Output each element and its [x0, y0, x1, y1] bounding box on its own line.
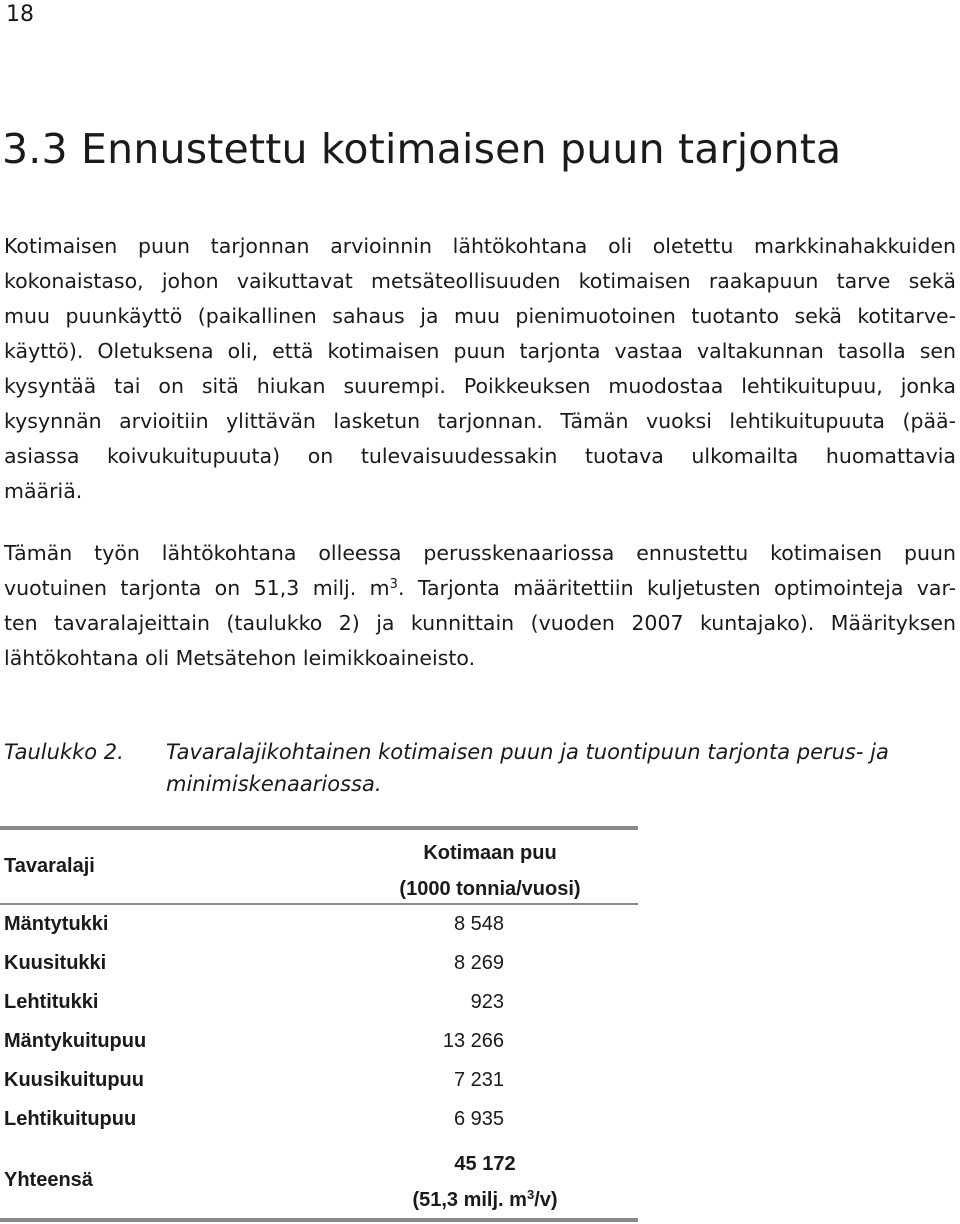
- paragraph-line: ten tavaralajeittain (taulukko 2) ja kunnittain (vuoden 2007 kuntajako). Määrityksen: [4, 611, 956, 635]
- table-total-label: Yhteensä: [4, 1169, 93, 1191]
- table-row: [0, 1061, 638, 1100]
- page-number: 18: [6, 2, 34, 27]
- total-note-text: /v): [534, 1189, 558, 1211]
- table-header-tavaralaji: Tavaralaji: [4, 855, 95, 877]
- superscript: 3: [389, 577, 398, 592]
- paragraph-line: kokonaistaso, johon vaikuttavat metsäteollisuuden kotimaisen raakapuun tarve sekä: [4, 269, 956, 293]
- row-value: 13 266: [442, 1030, 504, 1052]
- table-row: [0, 1100, 638, 1139]
- superscript: 3: [526, 1187, 535, 1202]
- table-header-kotimaan-puu: [350, 835, 630, 907]
- paragraph-line: Tämän työn lähtökohtana olleessa perusskenaariossa ennustettu kotimaisen puun: [4, 541, 956, 565]
- row-name: Lehtikuitupuu: [4, 1108, 137, 1130]
- paragraph-line: käyttö). Oletuksena oli, että kotimaisen puun tarjonta vastaa valtakunnan tasolla sen: [4, 339, 956, 363]
- paragraph-line: kysyntää tai on sitä hiukan suurempi. Poikkeuksen muodostaa lehtikuitupuu, jonka: [4, 374, 956, 398]
- row-name: Lehtitukki: [4, 991, 99, 1013]
- paragraph-line: Kotimaisen puun tarjonnan arvioinnin lähtökohtana oli oletettu markkinahakkuiden: [4, 234, 956, 258]
- table-total-value: [380, 1146, 590, 1218]
- paragraph-line: [4, 571, 956, 606]
- table-row: [0, 944, 638, 983]
- paragraph-text: . Tarjonta määritettiin kuljetusten optimointeja var-: [397, 576, 957, 600]
- row-name: Mäntytukki: [4, 913, 109, 935]
- row-value: 8 548: [453, 913, 504, 935]
- section-heading: 3.3 Ennustettu kotimaisen puun tarjonta: [2, 125, 842, 173]
- total-number: 45 172: [454, 1153, 516, 1175]
- table-row: [0, 905, 638, 944]
- row-value: 7 231: [453, 1069, 504, 1091]
- total-note-text: (51,3 milj. m: [412, 1189, 527, 1211]
- paragraph-line: kysynnän arvioitiin ylittävän lasketun tarjonnan. Tämän vuoksi lehtikuitupuuta (pää-: [4, 409, 956, 433]
- table-caption-text: Tavaralajikohtainen kotimaisen puun ja tuontipuun tarjonta perus- ja minimiskenaariossa.: [166, 740, 889, 796]
- paragraph-scenario: [4, 536, 956, 676]
- row-value: 6 935: [453, 1108, 504, 1130]
- table-top-rule: [0, 826, 638, 830]
- row-value: 923: [470, 991, 504, 1013]
- header-line: (1000 tonnia/vuosi): [399, 878, 581, 900]
- row-value: 8 269: [453, 952, 504, 974]
- paragraph-intro: [4, 229, 956, 509]
- table-bottom-rule: [0, 1218, 638, 1222]
- table-caption-label: Taulukko 2.: [4, 740, 124, 764]
- paragraph-line: lähtökohtana oli Metsätehon leimikkoaineisto.: [4, 646, 476, 670]
- paragraph-line: asiassa koivukuitupuuta) on tulevaisuudessakin tuotava ulkomailta huomattavia: [4, 444, 956, 468]
- header-line: Kotimaan puu: [423, 842, 557, 864]
- paragraph-line: muu puunkäyttö (paikallinen sahaus ja muu pienimuotoinen tuotanto sekä kotitarve-: [4, 304, 956, 328]
- row-name: Kuusitukki: [4, 952, 107, 974]
- paragraph-text: vuotuinen tarjonta on 51,3 milj. m: [4, 576, 390, 600]
- row-name: Mäntykuitupuu: [4, 1030, 147, 1052]
- row-name: Kuusikuitupuu: [4, 1069, 144, 1091]
- table-row: [0, 1022, 638, 1061]
- paragraph-line: määriä.: [4, 479, 83, 503]
- table-row: [0, 983, 638, 1022]
- total-note: [380, 1182, 590, 1218]
